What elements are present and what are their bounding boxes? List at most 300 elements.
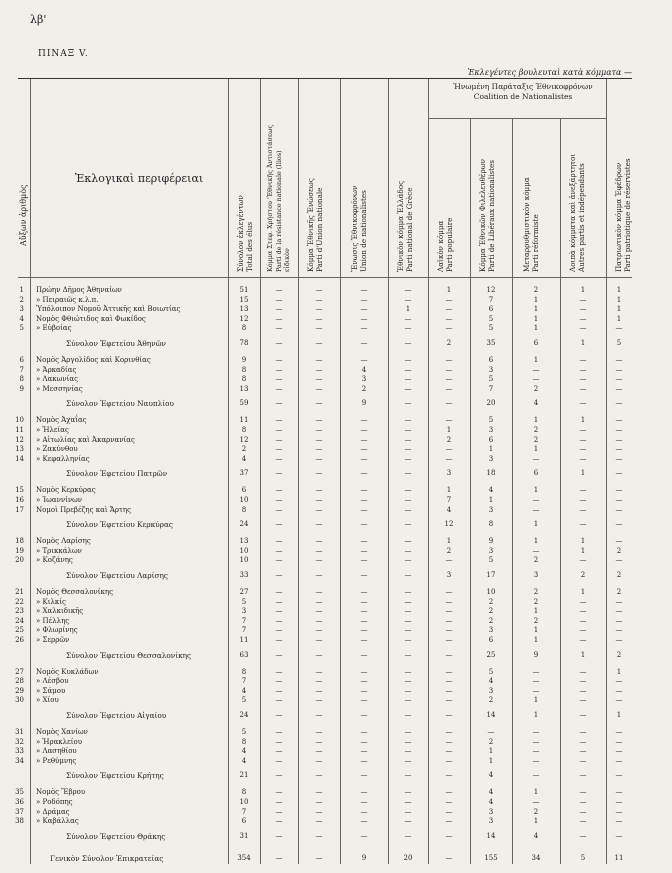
cell-value: — [579, 807, 587, 816]
cell-value: 1 [533, 636, 539, 644]
cell-value: 3 [488, 365, 494, 374]
cell-value: — [315, 426, 323, 434]
cell-value: — [360, 650, 368, 659]
cell-value: 4 [241, 747, 247, 756]
cell-value: — [315, 607, 323, 616]
cell-value: — [404, 496, 412, 504]
cell-value: 354 [237, 853, 251, 862]
cell-value: — [615, 537, 623, 546]
col-header-patriotic: Πατριωτικὸν κόμμα Ἐφέδρων Parti patriotique de réservistes [614, 158, 632, 272]
cell-value: — [615, 445, 623, 454]
cell-value: — [615, 616, 623, 625]
row-number: 32 [15, 737, 24, 746]
cell-value: — [275, 454, 283, 463]
cell-value: — [579, 496, 587, 504]
cell-value: 1 [533, 607, 539, 616]
cell-value: — [532, 496, 540, 504]
col-divider [30, 79, 31, 864]
cell-value: — [445, 807, 453, 816]
cell-value: — [579, 607, 587, 616]
cell-value: 1 [580, 416, 586, 425]
cell-value: — [360, 435, 368, 444]
cell-value: — [275, 356, 283, 364]
cell-value: — [275, 399, 283, 408]
cell-value: — [579, 295, 587, 304]
cell-value: — [579, 505, 587, 514]
cell-value: 1 [533, 356, 539, 364]
cell-value: — [445, 817, 453, 826]
cell-value: — [360, 728, 368, 736]
col-divider [388, 79, 389, 864]
row-number: 13 [15, 445, 24, 454]
cell-value: — [445, 454, 453, 463]
cell-value: 5 [488, 314, 494, 323]
cell-value: — [445, 677, 453, 686]
cell-value: — [360, 356, 368, 364]
cell-value: — [275, 286, 283, 294]
cell-value: — [360, 771, 368, 780]
cell-value: 1 [580, 650, 586, 659]
cell-value: 5 [488, 324, 494, 333]
cell-value: — [315, 339, 323, 347]
cell-value: 2 [616, 546, 622, 555]
cell-value: 3 [446, 571, 452, 579]
cell-value: — [404, 747, 412, 756]
cell-value: — [315, 616, 323, 625]
cell-value: 7 [446, 496, 452, 504]
cell-value: — [275, 588, 283, 596]
cell-value: — [360, 556, 368, 565]
cell-value: — [445, 667, 453, 676]
cell-value: 1 [580, 537, 586, 546]
cell-value: 12 [486, 286, 496, 294]
col-divider [560, 118, 561, 864]
total-label: Σύνολον Ἐφετείου Αἰγαίου [66, 711, 167, 720]
cell-value: — [615, 817, 623, 826]
cell-value: — [360, 454, 368, 463]
region-name: Νομὸς Ἀργολίδος καὶ Κορινθίας [36, 356, 151, 364]
cell-value: — [275, 375, 283, 384]
cell-value: — [404, 505, 412, 514]
cell-value: — [404, 365, 412, 374]
region-name: » Λασηθίου [36, 747, 77, 756]
page-number: λβ' [30, 13, 47, 26]
region-name: » Λακωνίας [36, 375, 79, 384]
cell-value: 11 [239, 416, 249, 425]
cell-value: 2 [488, 696, 494, 705]
total-label: Σύνολον Ἐφετείου Κερκύρας [66, 520, 173, 530]
region-name: » Ἰωαννίνων [36, 496, 83, 504]
cell-value: — [532, 771, 540, 780]
cell-value: — [404, 626, 412, 635]
cell-value: — [404, 737, 412, 746]
cell-value: — [404, 756, 412, 765]
cell-value: 7 [488, 295, 494, 304]
region-name: » Αἰτωλίας καὶ Ἀκαρνανίας [36, 435, 135, 444]
cell-value: — [579, 384, 587, 393]
cell-value: — [579, 636, 587, 644]
cell-value: 1 [580, 546, 586, 555]
cell-value: 5 [241, 696, 247, 705]
cell-value: 2 [488, 607, 494, 616]
cell-value: 2 [488, 737, 494, 746]
cell-value: 12 [239, 314, 249, 323]
cell-value: 21 [239, 771, 249, 780]
cell-value: — [315, 636, 323, 644]
cell-value: — [360, 469, 368, 478]
row-number: 38 [15, 817, 24, 826]
cell-value: — [360, 686, 368, 695]
cell-value: — [360, 626, 368, 635]
cell-value: — [275, 771, 283, 780]
cell-value: — [315, 375, 323, 384]
cell-value: — [315, 454, 323, 463]
cell-value: — [404, 588, 412, 596]
cell-value: — [615, 486, 623, 495]
table-title: ΠΙΝΑΞ V. [38, 49, 89, 59]
cell-value: 1 [533, 626, 539, 635]
cell-value: 33 [239, 571, 249, 579]
cell-value: — [579, 445, 587, 454]
cell-value: 34 [531, 853, 541, 862]
cell-value: 7 [241, 626, 247, 635]
cell-value: — [275, 435, 283, 444]
cell-value: — [360, 607, 368, 616]
cell-value: 2 [533, 588, 539, 596]
cell-value: — [315, 505, 323, 514]
cell-value: — [315, 314, 323, 323]
cell-value: — [360, 677, 368, 686]
cell-value: — [445, 616, 453, 625]
cell-value: — [315, 597, 323, 606]
cell-value: 20 [403, 853, 413, 862]
cell-value: 2 [533, 286, 539, 294]
cell-value: — [315, 356, 323, 364]
cell-value: 59 [239, 399, 249, 408]
cell-value: 31 [239, 831, 249, 840]
cell-value: — [360, 537, 368, 546]
cell-value: — [404, 339, 412, 347]
cell-value: — [404, 711, 412, 719]
region-name: Νομὸς Ἀχαΐας [36, 416, 87, 425]
total-label: Σύνολον Ἐφετείου Θεσσαλονίκης [66, 650, 192, 660]
cell-value: — [275, 426, 283, 434]
cell-value: — [445, 788, 453, 797]
cell-value: — [360, 546, 368, 555]
cell-value: — [315, 486, 323, 495]
cell-value: 4 [488, 677, 494, 686]
cell-value: — [360, 636, 368, 644]
cell-value: 2 [446, 339, 452, 347]
cell-value: 2 [616, 650, 622, 659]
cell-value: — [315, 650, 323, 659]
cell-value: — [360, 817, 368, 826]
header-bottom-rule [18, 277, 632, 278]
cell-value: — [404, 356, 412, 364]
cell-value: 2 [533, 616, 539, 625]
cell-value: 6 [488, 356, 494, 364]
cell-value: — [360, 416, 368, 425]
row-number: 12 [15, 435, 24, 444]
cell-value: — [445, 365, 453, 374]
cell-value: 6 [488, 435, 494, 444]
cell-value: — [532, 798, 540, 806]
cell-value: — [275, 711, 283, 719]
row-number: 16 [15, 496, 24, 504]
row-number: 18 [15, 537, 24, 546]
cell-value: — [615, 798, 623, 806]
row-number: 27 [15, 667, 24, 676]
cell-value: 6 [488, 305, 494, 314]
cell-value: — [404, 798, 412, 806]
cell-value: — [315, 771, 323, 780]
cell-value: — [275, 677, 283, 686]
region-name: Νομὸς Ἕβρου [36, 788, 86, 797]
cell-value: — [275, 798, 283, 806]
total-label: Σύνολον Ἐφετείου Ἀθηνῶν [66, 339, 166, 348]
cell-value: — [275, 607, 283, 616]
cell-value: 1 [533, 520, 539, 529]
cell-value: — [579, 817, 587, 826]
cell-value: — [579, 556, 587, 565]
cell-value: — [360, 314, 368, 323]
cell-value: 7 [241, 616, 247, 625]
cell-value: — [315, 399, 323, 408]
cell-value: 8 [241, 324, 247, 333]
cell-value: — [275, 537, 283, 546]
cell-value: 4 [488, 771, 494, 780]
cell-value: — [275, 556, 283, 565]
cell-value: — [360, 486, 368, 495]
cell-value: — [445, 384, 453, 393]
cell-value: — [615, 747, 623, 756]
row-number: 26 [15, 636, 24, 644]
col-header-serial: Αὔξων ἀριθμὸς [19, 184, 28, 246]
region-name: » Κεφαλληνίας [36, 454, 90, 463]
region-name: » Πέλλης [36, 616, 70, 625]
cell-value: — [579, 696, 587, 705]
cell-value: 4 [488, 486, 494, 495]
cell-value: — [275, 597, 283, 606]
cell-value: — [315, 588, 323, 596]
cell-value: 2 [616, 588, 622, 596]
cell-value: — [404, 416, 412, 425]
cell-value: — [445, 636, 453, 644]
cell-value: — [360, 616, 368, 625]
cell-value: 1 [405, 305, 411, 314]
cell-value: — [404, 486, 412, 495]
cell-value: — [445, 556, 453, 565]
cell-value: — [445, 853, 453, 862]
cell-value: — [275, 747, 283, 756]
cell-value: — [315, 305, 323, 314]
cell-value: 3 [488, 817, 494, 826]
cell-value: 3 [361, 375, 367, 384]
cell-value: — [275, 788, 283, 797]
row-number: 25 [15, 626, 24, 635]
cell-value: — [315, 324, 323, 333]
cell-value: 14 [486, 831, 496, 840]
region-name: » Τρικκάλων [36, 546, 82, 555]
cell-value: — [615, 597, 623, 606]
cell-value: 2 [488, 597, 494, 606]
cell-value: — [579, 520, 587, 529]
cell-value: 51 [239, 286, 249, 294]
region-name: Πρώην Δῆμος Ἀθηναίων [36, 286, 122, 294]
cell-value: — [404, 445, 412, 454]
row-number: 24 [15, 616, 24, 625]
cell-value: — [360, 505, 368, 514]
col-header-national-liberals: Κόμμα Ἐθνικῶν Φιλελευθέρων Parti de Libéraux nationalistes [478, 159, 496, 272]
cell-value: — [315, 677, 323, 686]
row-number: 22 [15, 597, 24, 606]
cell-value: — [315, 435, 323, 444]
cell-value: 27 [239, 588, 249, 596]
cell-value: — [404, 817, 412, 826]
cell-value: — [615, 435, 623, 444]
row-number: 20 [15, 556, 24, 565]
region-name: » Ζακύνθου [36, 445, 78, 454]
total-label: Σύνολον Ἐφετείου Θράκης [66, 831, 166, 841]
cell-value: 6 [533, 339, 539, 347]
cell-value: — [315, 520, 323, 529]
cell-value: 1 [580, 469, 586, 478]
cell-value: — [404, 597, 412, 606]
cell-value: 1 [533, 711, 539, 719]
cell-value: — [360, 588, 368, 596]
region-name: Νομὸς Λαρίσης [36, 537, 91, 546]
cell-value: — [275, 445, 283, 454]
cell-value: — [445, 445, 453, 454]
cell-value: 1 [616, 286, 622, 294]
col-divider [340, 79, 341, 864]
cell-value: 2 [533, 597, 539, 606]
row-number: 14 [15, 454, 24, 463]
cell-value: — [315, 667, 323, 676]
col-header-total: Σύνολον ἐκλεγέντων Total des élus [236, 195, 254, 272]
col-header-union-nationalists: Ἕνωσις Ἐθνικοφρόνων Union de nationalistes [350, 185, 368, 272]
cell-value: 3 [488, 807, 494, 816]
cell-value: — [579, 486, 587, 495]
cell-value: — [315, 798, 323, 806]
cell-value: 8 [241, 737, 247, 746]
cell-value: 1 [533, 295, 539, 304]
cell-value: — [445, 686, 453, 695]
cell-value: — [360, 711, 368, 719]
region-name: » Δράμας [36, 807, 70, 816]
cell-value: 10 [239, 546, 249, 555]
col-header-region: Ἐκλογικαὶ περιφέρειαι [75, 172, 204, 185]
cell-value: — [615, 416, 623, 425]
cell-value: — [445, 831, 453, 840]
cell-value: — [360, 305, 368, 314]
cell-value: — [315, 469, 323, 478]
cell-value: — [615, 469, 623, 478]
cell-value: — [360, 324, 368, 333]
cell-value: — [275, 616, 283, 625]
row-number: 23 [15, 607, 24, 616]
cell-value: 10 [239, 798, 249, 806]
cell-value: — [404, 831, 412, 840]
cell-value: — [579, 626, 587, 635]
cell-value: — [315, 537, 323, 546]
cell-value: 1 [533, 305, 539, 314]
cell-value: 1 [533, 817, 539, 826]
cell-value: 1 [533, 788, 539, 797]
cell-value: — [404, 686, 412, 695]
region-name: » Σάμου [36, 686, 66, 695]
cell-value: — [615, 505, 623, 514]
row-number: 15 [15, 486, 24, 495]
region-name: Νομοὶ Πρεβέζης καὶ Ἄρτης [36, 505, 132, 514]
cell-value: — [404, 546, 412, 555]
total-label: Σύνολον Ἐφετείου Λαρίσης [66, 571, 168, 580]
cell-value: 1 [488, 756, 494, 765]
region-name: Νομὸς Φθιώτιδος καὶ Φωκίδος [36, 314, 146, 323]
region-name: » Κιλκίς [36, 597, 66, 606]
cell-value: — [615, 365, 623, 374]
cell-value: 1 [580, 588, 586, 596]
cell-value: — [579, 597, 587, 606]
row-number: 21 [15, 588, 24, 596]
cell-value: 3 [488, 454, 494, 463]
cell-value: 3 [446, 469, 452, 478]
cell-value: 5 [580, 853, 586, 862]
region-name: Νομὸς Κερκύρας [36, 486, 96, 495]
cell-value: 3 [241, 607, 247, 616]
row-number: 2 [19, 295, 24, 304]
cell-value: 7 [488, 384, 494, 393]
table-subtitle: Ἐκλεγέντες βουλευταὶ κατὰ κόμματα — [467, 68, 632, 77]
cell-value: 14 [486, 711, 496, 719]
cell-value: 5 [241, 597, 247, 606]
cell-value: — [275, 650, 283, 659]
cell-value: — [579, 667, 587, 676]
cell-value: — [579, 356, 587, 364]
cell-value: — [445, 650, 453, 659]
cell-value: — [615, 737, 623, 746]
cell-value: — [275, 469, 283, 478]
region-name: » Λέσβου [36, 677, 69, 686]
row-number: 1 [19, 286, 24, 294]
col-header-coalition: Ἡνωμένη Παράταξις Ἐθνικοφρόνων Coalition de Nationalistes [453, 82, 593, 101]
cell-value: — [404, 384, 412, 393]
row-number: 33 [15, 747, 24, 756]
cell-value: 1 [533, 416, 539, 425]
cell-value: — [275, 756, 283, 765]
region-name: » Σερρῶν [36, 636, 70, 644]
col-header-national-party-greece: Ἐθνικὸν κόμμα Ἑλλάδος Parti national de Grèce [396, 180, 414, 272]
cell-value: — [445, 305, 453, 314]
cell-value: 8 [488, 520, 494, 529]
cell-value: — [615, 756, 623, 765]
cell-value: 37 [239, 469, 249, 478]
cell-value: — [404, 435, 412, 444]
cell-value: — [360, 807, 368, 816]
cell-value: — [315, 626, 323, 635]
cell-value: 1 [616, 314, 622, 323]
cell-value: 2 [241, 445, 247, 454]
cell-value: 155 [484, 853, 498, 862]
cell-value: 13 [239, 384, 249, 393]
cell-value: — [404, 399, 412, 408]
cell-value: — [615, 771, 623, 780]
cell-value: 17 [486, 571, 496, 579]
cell-value: 3 [533, 571, 539, 579]
cell-value: — [445, 324, 453, 333]
cell-value: — [404, 636, 412, 644]
cell-value: 8 [241, 426, 247, 434]
